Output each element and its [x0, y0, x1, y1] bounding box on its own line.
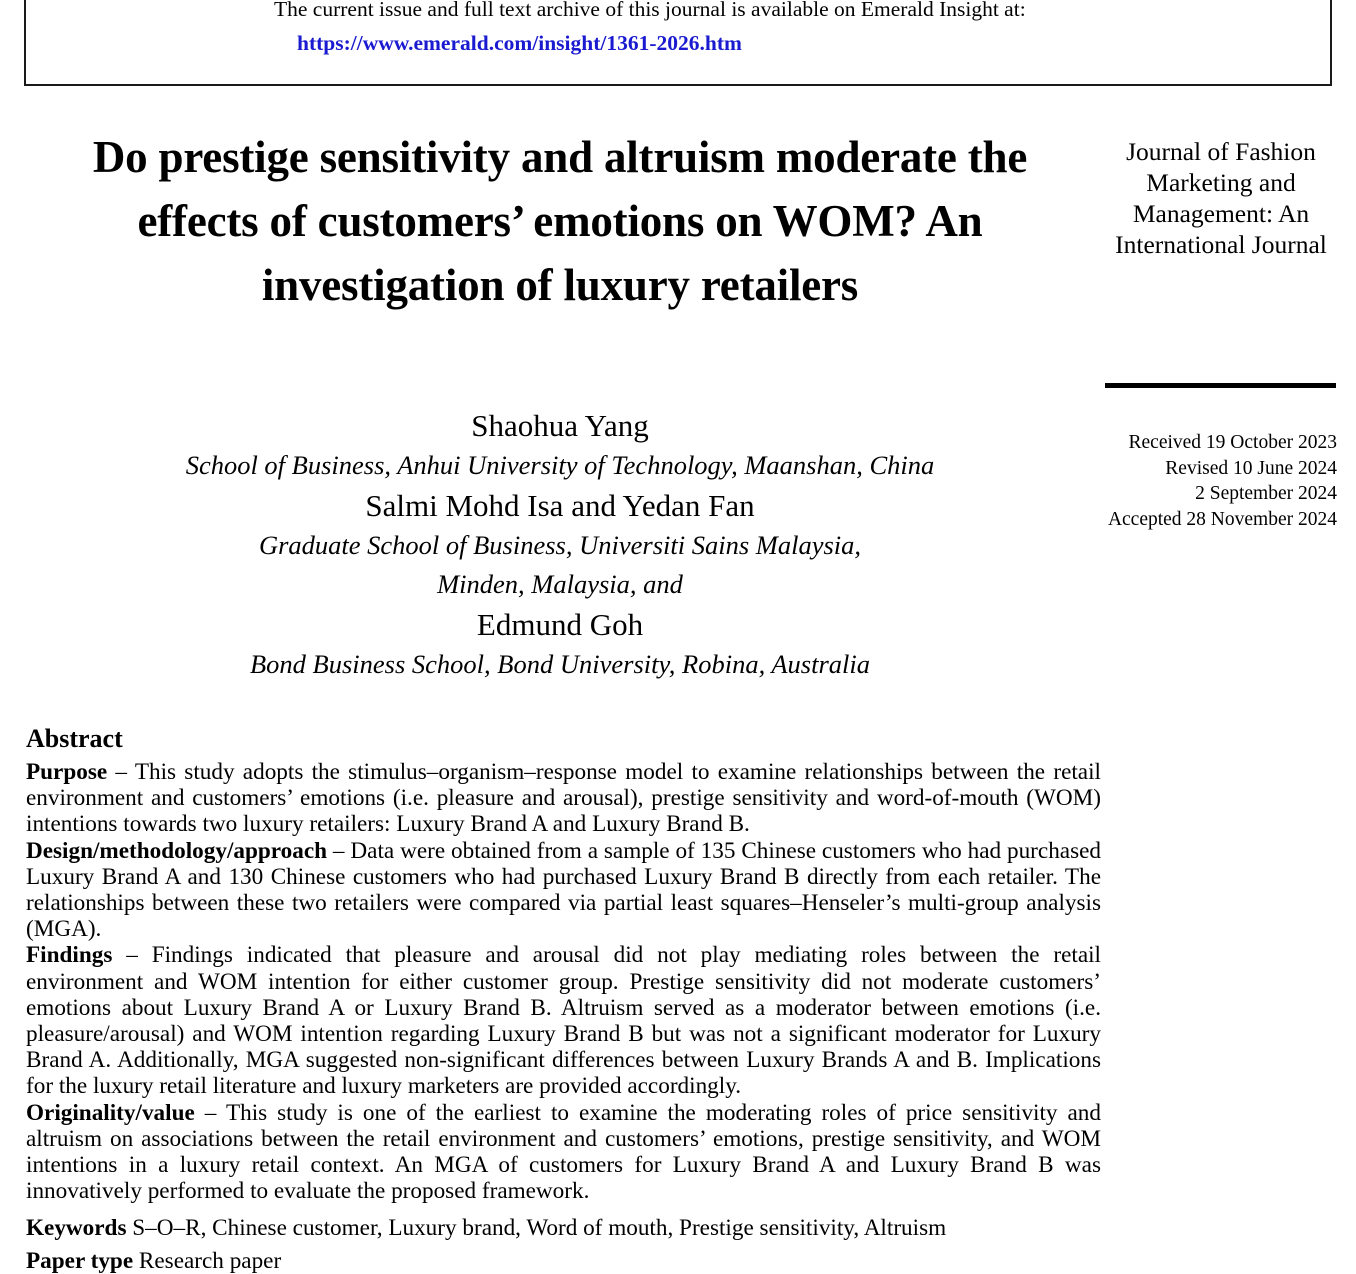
paper-type-label: Paper type: [26, 1248, 134, 1274]
abstract-originality-text: – This study is one of the earliest to examine the moderating roles of price sensitivity and altruism on associations between the retail environment and customers’ emotions, prestige sensitivity, and WOM intentions in a luxury retail context. An MGA of customers for Luxury Brand A and Luxury Brand B was innovatively performed to evaluate the proposed framework.: [26, 1099, 1101, 1205]
author-affiliation-2: Graduate School of Business, Universiti Sains Malaysia, Minden, Malaysia, and: [258, 530, 862, 599]
emerald-insight-banner: [24, 0, 1332, 86]
author-name-1: Shaohua Yang: [471, 408, 649, 443]
date-accepted: Accepted 28 November 2024: [1107, 508, 1337, 530]
author-name-2: Salmi Mohd Isa and Yedan Fan: [365, 488, 755, 523]
journal-title: Journal of Fashion Marketing and Management: An International Journal: [1115, 137, 1327, 259]
abstract-findings-label: Findings: [26, 942, 113, 969]
author-block: [30, 405, 1090, 684]
abstract-findings: [26, 942, 1101, 1099]
date-revised: Revised 10 June 2024: [1165, 457, 1337, 479]
abstract-purpose-text: – This study adopts the stimulus–organism–response model to examine relationships between the retail environment and customers’ emotions (i.e. pleasure and arousal), prestige sensitivity and word-of-mouth (WOM) intentions towards two luxury retailers: Luxury Brand A and Luxury Brand B.: [26, 759, 1101, 838]
keywords-line: [26, 1215, 1116, 1241]
abstract-findings-text: – Findings indicated that pleasure and arousal did not play mediating roles between the retail environment and WOM intention for either customer group. Prestige sensitivity did not moderate customers’ emotions about Luxury Brand A or Luxury Brand B. Altruism served as a moderator between emotions (i.e. pleasure/arousal) and WOM intention regarding Luxury Brand B but was not a significant moderator for Luxury Brand A. Additionally, MGA suggested non-significant differences between Luxury Brands A and B. Implications for the luxury retail literature and luxury marketers are provided accordingly.: [26, 942, 1101, 1100]
publication-history: [1040, 430, 1337, 532]
author-name-3: Edmund Goh: [476, 607, 644, 642]
insight-notice-text: The current issue and full text archive of this journal is available on Emerald Insight at:: [274, 0, 1026, 21]
keywords-text: S–O–R, Chinese customer, Luxury brand, Word of mouth, Prestige sensitivity, Altruism: [126, 1215, 947, 1241]
keywords-label: Keywords: [26, 1215, 127, 1241]
abstract-purpose-label: Purpose: [26, 759, 108, 785]
article-title: Do prestige sensitivity and altruism moderate the effects of customers’ emotions on WOM? An investigation of luxury retailers: [92, 132, 1028, 310]
abstract-design: [26, 838, 1101, 943]
author-affiliation-3: Bond Business School, Bond University, Robina, Australia: [249, 649, 871, 679]
paper-type-line: [26, 1248, 1116, 1274]
abstract-purpose: [26, 759, 1101, 838]
abstract-originality-label: Originality/value: [26, 1099, 195, 1126]
date-received: Received 19 October 2023: [1128, 432, 1337, 453]
sidebar-divider: [1105, 383, 1336, 388]
abstract-section: [26, 723, 1101, 1204]
abstract-design-label: Design/methodology/approach: [26, 837, 328, 864]
insight-archive-link[interactable]: https://www.emerald.com/insight/1361-2026.htm: [297, 31, 742, 55]
abstract-design-text: – Data were obtained from a sample of 135 Chinese customers who had purchased Luxury Brand A and 130 Chinese customers who had purchased Luxury Brand B directly from each retailer. The relationships between these two retailers were compared via partial least squares–Henseler’s multi-group analysis (MGA).: [26, 837, 1101, 943]
abstract-heading: Abstract: [26, 724, 123, 753]
paper-type-text: Research paper: [133, 1248, 282, 1274]
abstract-originality: [26, 1100, 1101, 1205]
date-revised-2: 2 September 2024: [1195, 483, 1337, 504]
author-affiliation-1: School of Business, Anhui University of Technology, Maanshan, China: [185, 450, 935, 480]
